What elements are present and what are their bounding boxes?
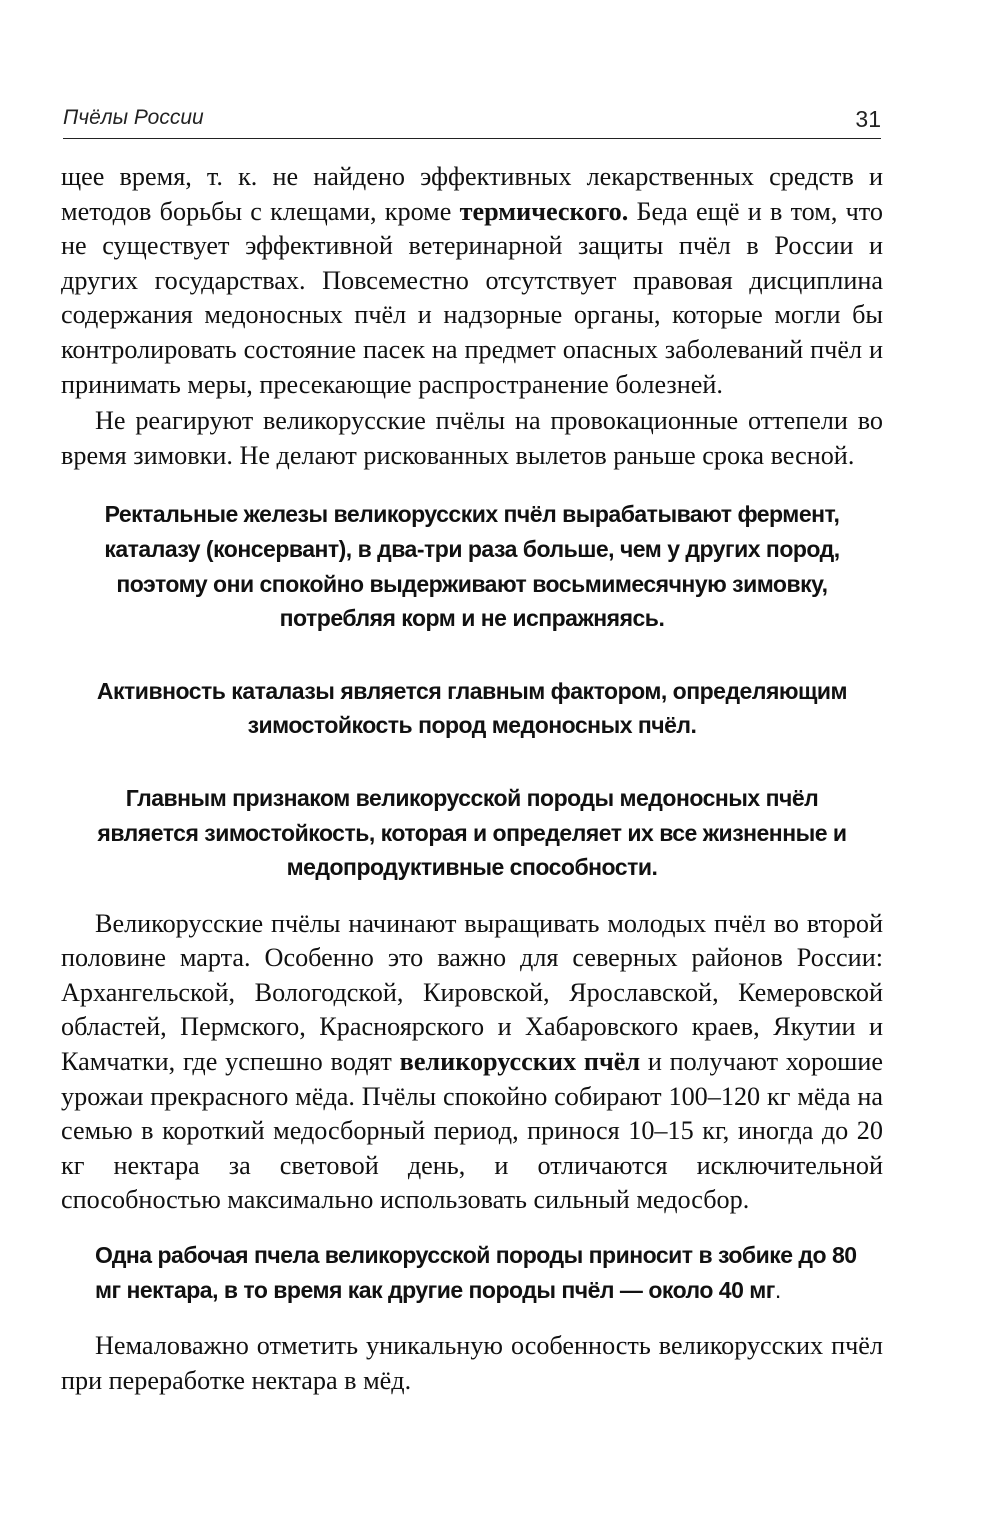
paragraph-3-text-a: Великорусские пчёлы начинают выращивать молодых пчёл во второй половине марта. Особенно это важно для северных районов России: Архангельской, Вологодской, Кировской, Ярославской, Кемеровской областей, Пермского, Красноярского и Хабаровского краев, Якутии и Камчатки, где успешно водят <box>61 908 883 1077</box>
highlight-catalase-activity: Активность каталазы является главным фактором, определяющим зимостойкость пород медоносных пчёл. <box>96 677 848 739</box>
highlight-catalase-glands: Ректальные железы великорусских пчёл вырабатывают фермент, каталазу (консервант), в два-три раза больше, чем у других пород, поэтому они спокойно выдерживают восьмимесячную зимовку, потребляя корм и не испражняясь. <box>104 501 840 632</box>
page-number: 31 <box>855 106 881 132</box>
highlight-nectar-load <box>95 1238 883 1307</box>
paragraph-3 <box>61 907 883 1218</box>
paragraph-2: Не реагируют великорусские пчёлы на провокационные оттепели во время зимовки. Не делают рискованных вылетов раньше срока весной. <box>61 406 883 470</box>
highlight-nectar-load-text: Одна рабочая пчела великорусской породы приносит в зобике до 80 мг нектара, в то время как другие породы пчёл — около 40 мг <box>95 1242 857 1303</box>
paragraph-1-text-a: щее время, т. к. не найдено эффективных лекарственных средств и методов борьбы с клещами, кроме <box>61 162 883 226</box>
paragraph-3-bold: великорусских пчёл <box>399 1047 641 1077</box>
paragraph-3-text-b: и получают хорошие урожаи прекрасного мёда. Пчёлы спокойно собирают 100–120 кг мёда на семью в короткий медосборный период, принося 10–15 кг, иногда до 20 кг нектара за световой день, и отличаются исключительной способностью максимально использовать сильный медосбор. <box>61 1047 883 1215</box>
body-text <box>61 160 883 1398</box>
highlight-winter-hardiness: Главным признаком великорусской породы медоносных пчёл является зимостойкость, которая и определяет их все жизненные и медопродуктивные способности. <box>97 784 847 881</box>
page-header <box>63 104 881 139</box>
paragraph-1-bold: термического. <box>459 196 629 226</box>
paragraph-1-text-b: Беда ещё и в том, что не существует эффективной ветеринарной защиты пчёл в России и других государствах. Повсеместно отсутствует правовая дисциплина содержания медоносных пчёл и надзорные органы, которые могли бы контролировать состояние пасек на предмет опасных заболеваний пчёл и принимать меры, пресекающие распространение болезней. <box>61 196 884 399</box>
running-title: Пчёлы России <box>63 106 204 129</box>
paragraph-4: Немаловажно отметить уникальную особенность великорусских пчёл при переработке нектара в мёд. <box>61 1331 883 1395</box>
paragraph-1 <box>61 160 883 402</box>
highlight-nectar-load-tail: . <box>774 1276 781 1303</box>
